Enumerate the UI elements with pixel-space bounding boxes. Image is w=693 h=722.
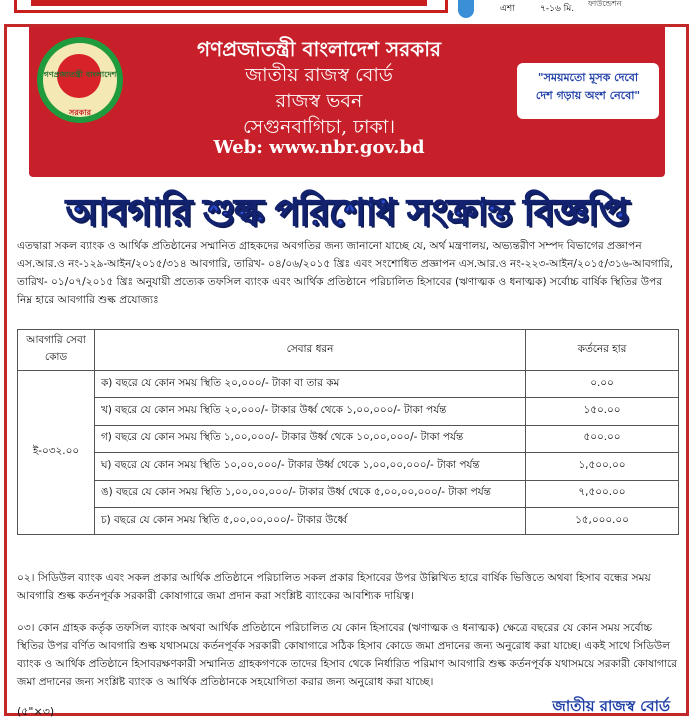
header-line-nbr: জাতীয় রাজস্ব বোর্ড <box>245 64 393 86</box>
rate-cell: ০.০০ <box>526 371 679 398</box>
rate-cell: ১,৫০০.০০ <box>526 453 679 480</box>
intro-paragraph: এতদ্বারা সকল ব্যাংক ও আর্থিক প্রতিষ্ঠানের সম্মানিত গ্রাহকদের অবগতির জন্য জানানো যাচ্ছে যে, অর্থ মন্ত্রণালয়, অভ্যন্তরীণ সম্পদ বিভাগের প্রজ্ঞাপন এস.আর.ও নং-১২৯-আইন/২০১৫/৩১৪ আবগারি, তারিখ- ০৪/০৬/২০১৫ খ্রিঃ এবং সংশোধিত প্রজ্ঞাপন এস.আর.ও নং-২২৩-আইন/২০১৫/৩১৬-আবগারি, তারিখ- ০১/০৭/২০১৫ খ্রিঃ অনুযায়ী প্রত্যেক তফসিল ব্যাংক এবং আর্থিক প্রতিষ্ঠানে পরিচালিত হিসাবের (ঋণাত্মক ও ধনাত্মক) সর্বোচ্চ বার্ষিক স্থিতির উপর নিম্ন হারে আবগারি শুল্ক প্রযোজ্যঃ <box>17 240 674 306</box>
rate-cell: ৫০০.০০ <box>526 425 679 452</box>
government-emblem-icon <box>37 37 123 123</box>
slogan-line-1: "সময়মতো মূসক দেবো <box>537 71 639 84</box>
header-line-address: সেগুনবাগিচা, ঢাকা। <box>242 116 396 138</box>
table-row <box>18 453 679 480</box>
ad-size-label: (৫"×৩) <box>17 705 55 718</box>
table-row <box>18 371 679 398</box>
table-row <box>18 507 679 534</box>
rate-cell: ১৫,০০০.০০ <box>526 507 679 534</box>
prayer-name: এশা <box>500 4 515 14</box>
rate-cell: ১৫০.০০ <box>526 398 679 425</box>
slogan-line-2: দেশ গড়ায় অংশ নেবো" <box>535 89 641 102</box>
prayer-credit: ফাউন্ডেশন <box>588 0 622 8</box>
table-row <box>18 480 679 507</box>
emblem-bottom-text: সরকার <box>68 108 91 117</box>
notice-banner <box>11 177 683 237</box>
service-code: ই-০৩২.০০ <box>18 371 95 535</box>
header-panel <box>29 27 665 177</box>
emblem-ring-text: গণপ্রজাতন্ত্রী বাংলাদেশ <box>43 70 117 79</box>
paragraph-03: ০৩। কোন গ্রাহক কর্তৃক তফসিল ব্যাংক অথবা আর্থিক প্রতিষ্ঠানে পরিচালিত যে কোন হিসাবের (ঋণাত্মক ও ধনাত্মক) ক্ষেত্রে বছরের যে কোন সময় সর্বোচ্চ স্থিতির উপর বর্ণিত আবগারি শুল্ক যথাসময়ে কর্তনপূর্বক সরকারী কোষাগারে সঠিক হিসাব কোডে জমা প্রদানের জন্য অনুরোধ করা যাচ্ছে। একই সাথে সিডিউল ব্যাংক ও আর্থিক প্রতিষ্ঠানে হিসাবরক্ষণকারী সম্মানিত গ্রাহকগণকে তাদের হিসাব থেকে নির্ধারিত পরিমাণ আবগারি শুল্ক কর্তনপূর্বক যথাসময়ে সরকারী কোষাগারে জমা প্রদানের জন্য সংশ্লিষ্ট ব্যাংক ও আর্থিক প্রতিষ্ঠানকে সহযোগিতা করার জন্য অনুরোধ করা যাচ্ছে। <box>17 622 678 688</box>
header-rate: কর্তনের হার <box>526 330 679 371</box>
header-service: সেবার ধরন <box>95 330 526 371</box>
service-cell: ক) বছরে যে কোন সময় স্থিতি ২০,০০০/- টাকা বা তার কম <box>95 371 526 398</box>
service-cell: খ) বছরে যে কোন সময় স্থিতি ২০,০০০/- টাকার উর্ধ্ব থেকে ১,০০,০০০/- টাকা পর্যন্ত <box>95 398 526 425</box>
service-cell: ঙ) বছরে যে কোন সময় স্থিতি ১,০০,০০,০০০/- টাকার উর্ধ্ব থেকে ৫,০০,০০,০০০/- টাকা পর্যন্ত <box>95 480 526 507</box>
header-web: Web: www.nbr.gov.bd <box>213 137 425 158</box>
paragraph-02: ০২। সিডিউল ব্যাংক এবং সকল প্রকার আর্থিক প্রতিষ্ঠানে পরিচালিত সকল প্রকার হিসাবের উপর উল্লিখিত হারে বার্ষিক ভিত্তিতে অথবা হিসাব বন্ধের সময় আবগারি শুল্ক কর্তনপূর্বক সরকারী কোষাগারে জমা প্রদান করা সংশ্লিষ্ট ব্যাংকের আবশ্যিক দায়িত্ব। <box>17 572 651 602</box>
service-cell: চ) বছরে যে কোন সময় স্থিতি ৫,০০,০০,০০০/- টাকার উর্ধ্বে <box>95 507 526 534</box>
prayer-time-box <box>458 0 688 20</box>
advertisement <box>4 24 689 716</box>
prayer-time: ৭-১৬ মি. <box>540 4 575 14</box>
top-strip <box>0 0 693 22</box>
service-cell: গ) বছরে যে কোন সময় স্থিতি ১,০০,০০০/- টাকার উর্ধ্ব থেকে ১০,০০,০০০/- টাকা পর্যন্ত <box>95 425 526 452</box>
slogan-box <box>517 63 659 119</box>
table-header-row <box>18 330 679 371</box>
banner-title: আবগারি শুল্ক পরিশোধ সংক্রান্ত বিজ্ঞপ্তি <box>65 190 629 234</box>
rate-cell: ৭,৫০০.০০ <box>526 480 679 507</box>
header-code: আবগারি সেবা কোড <box>18 330 95 371</box>
prayer-icon <box>458 0 474 18</box>
previous-ad-border <box>14 0 448 13</box>
duty-rate-table <box>17 329 679 535</box>
header-line-bhaban: রাজস্ব ভবন <box>275 90 363 112</box>
table-row <box>18 398 679 425</box>
table-row <box>18 425 679 452</box>
header-line-government: গণপ্রজাতন্ত্রী বাংলাদেশ সরকার <box>197 37 441 61</box>
previous-ad-fill <box>31 0 427 6</box>
footer-signature: জাতীয় রাজস্ব বোর্ড <box>552 697 670 715</box>
service-cell: ঘ) বছরে যে কোন সময় স্থিতি ১০,০০,০০০/- টাকার উর্ধ্ব থেকে ১,০০,০০,০০০/- টাকা পর্যন্ত <box>95 453 526 480</box>
